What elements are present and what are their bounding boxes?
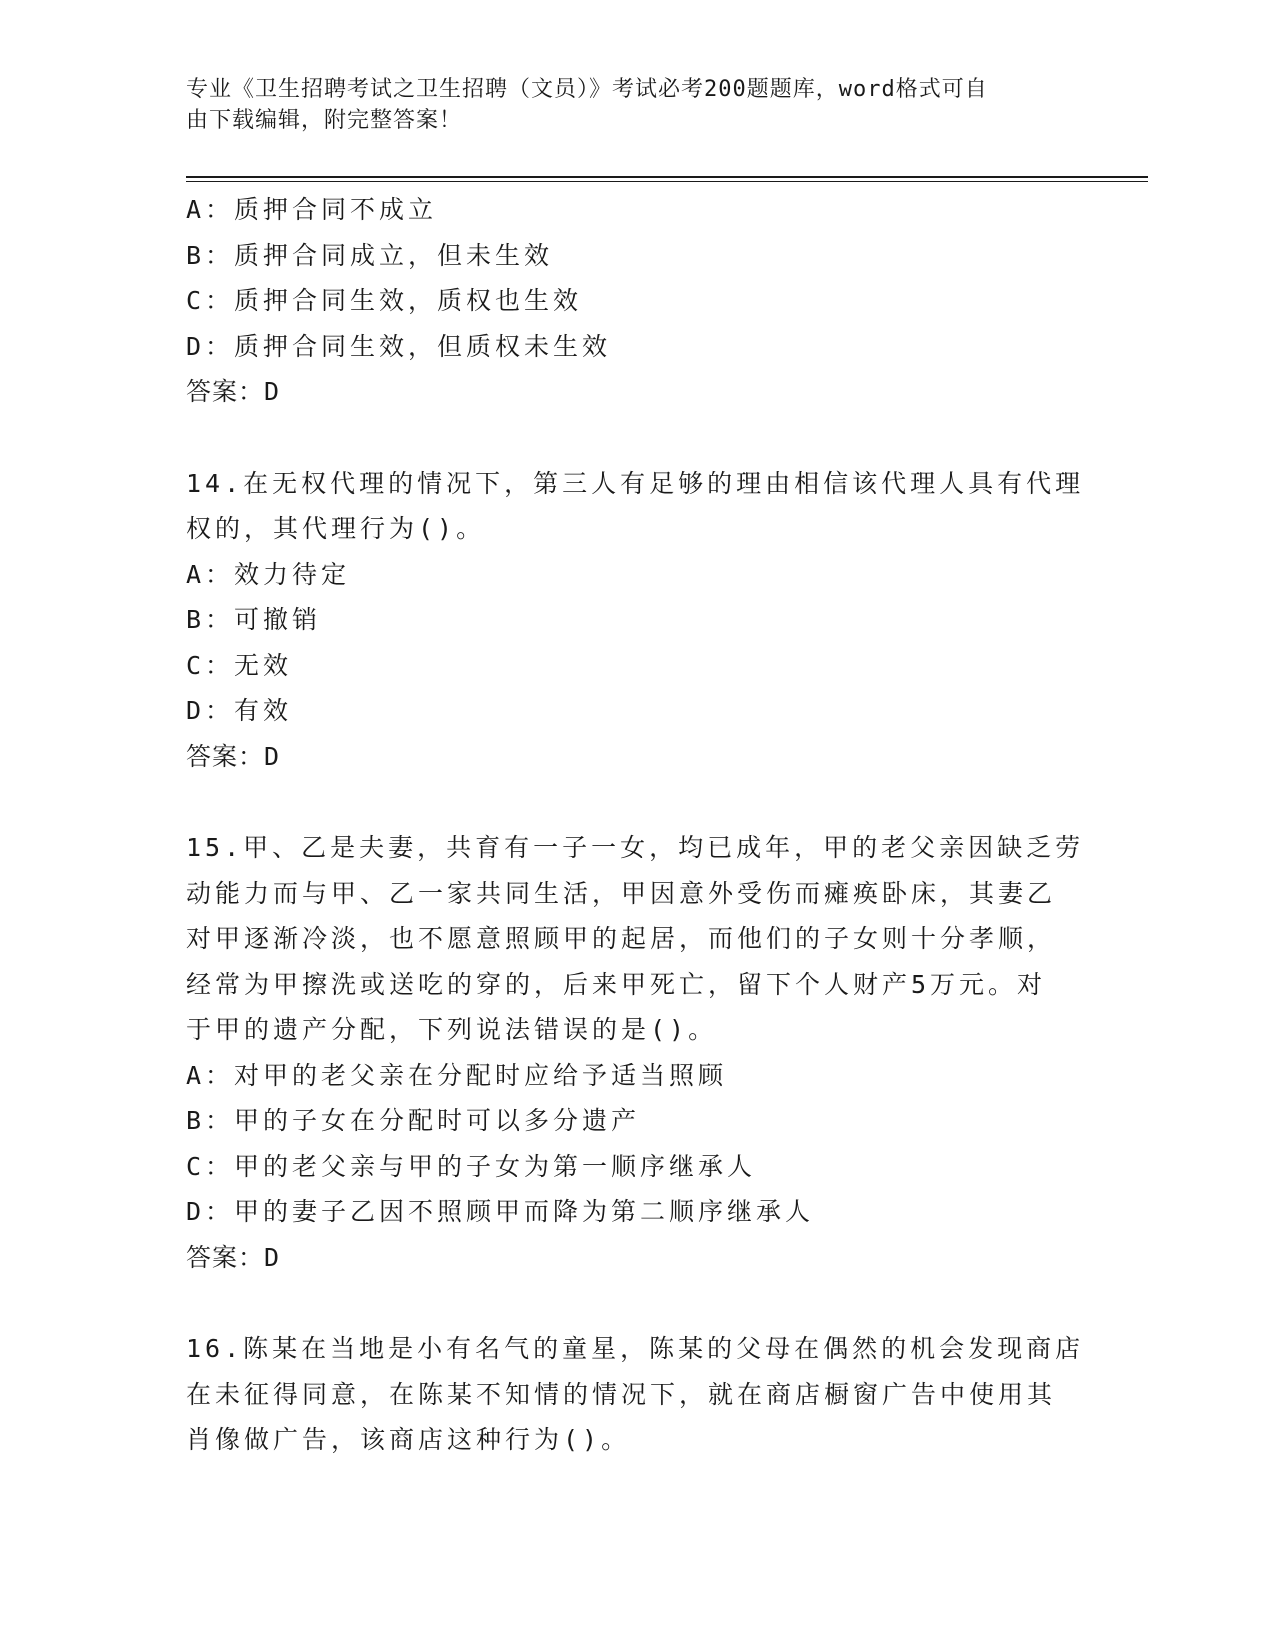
header-line: 专业《卫生招聘考试之卫生招聘（文员）》考试必考200题题库，word格式可自 (186, 77, 988, 102)
answer-line: 答案：D (186, 377, 281, 406)
answer-line: 答案：D (186, 741, 281, 771)
question-stem-line: 动能力而与甲、乙一家共同生活，甲因意外受伤而瘫痪卧床，其妻乙 (186, 878, 1057, 908)
option-b: B：可撤销 (186, 605, 322, 634)
option-c: C：甲的老父亲与甲的子女为第一顺序继承人 (186, 1151, 757, 1181)
question-list (186, 187, 1086, 1463)
question-stem-line: 于甲的遗产分配，下列说法错误的是()。 (186, 1015, 718, 1044)
document-header (186, 74, 1066, 136)
option-c: C：质押合同生效，质权也生效 (186, 286, 583, 315)
option-a: A：对甲的老父亲在分配时应给予适当照顾 (186, 1060, 728, 1090)
header-divider-thin (186, 181, 1148, 182)
header-divider (186, 176, 1148, 178)
question-stem-line: 15.甲、乙是夫妻，共育有一子一女，均已成年，甲的老父亲因缺乏劳 (186, 833, 1085, 862)
option-d: D：有效 (186, 696, 293, 725)
option-c: C：无效 (186, 650, 293, 680)
option-b: B：甲的子女在分配时可以多分遗产 (186, 1106, 641, 1135)
question-stem-line: 权的，其代理行为()。 (186, 514, 486, 543)
question-15 (186, 825, 1086, 1280)
question-16 (186, 1326, 1086, 1463)
spacer (186, 415, 1086, 461)
option-b: B：质押合同成立，但未生效 (186, 240, 554, 270)
header-line: 由下载编辑，附完整答案！ (186, 108, 463, 133)
option-a: A：效力待定 (186, 559, 351, 589)
spacer (186, 779, 1086, 825)
question-stem-line: 经常为甲擦洗或送吃的穿的，后来甲死亡，留下个人财产5万元。对 (186, 969, 1047, 999)
question-stem-line: 肖像做广告，该商店这种行为()。 (186, 1425, 631, 1454)
option-a: A：质押合同不成立 (186, 195, 438, 224)
question-stem-line: 在未征得同意，在陈某不知情的情况下，就在商店橱窗广告中使用其 (186, 1379, 1057, 1409)
option-d: D：质押合同生效，但质权未生效 (186, 331, 612, 361)
question-stem-line: 16.陈某在当地是小有名气的童星，陈某的父母在偶然的机会发现商店 (186, 1334, 1085, 1363)
question-stem-line: 14.在无权代理的情况下，第三人有足够的理由相信该代理人具有代理 (186, 468, 1085, 498)
answer-line: 答案：D (186, 1242, 281, 1272)
question-14 (186, 461, 1086, 780)
question-stem-line: 对甲逐渐冷淡，也不愿意照顾甲的起居，而他们的子女则十分孝顺， (186, 924, 1057, 953)
spacer (186, 1280, 1086, 1326)
question-13 (186, 187, 1086, 415)
option-d: D：甲的妻子乙因不照顾甲而降为第二顺序继承人 (186, 1197, 815, 1226)
